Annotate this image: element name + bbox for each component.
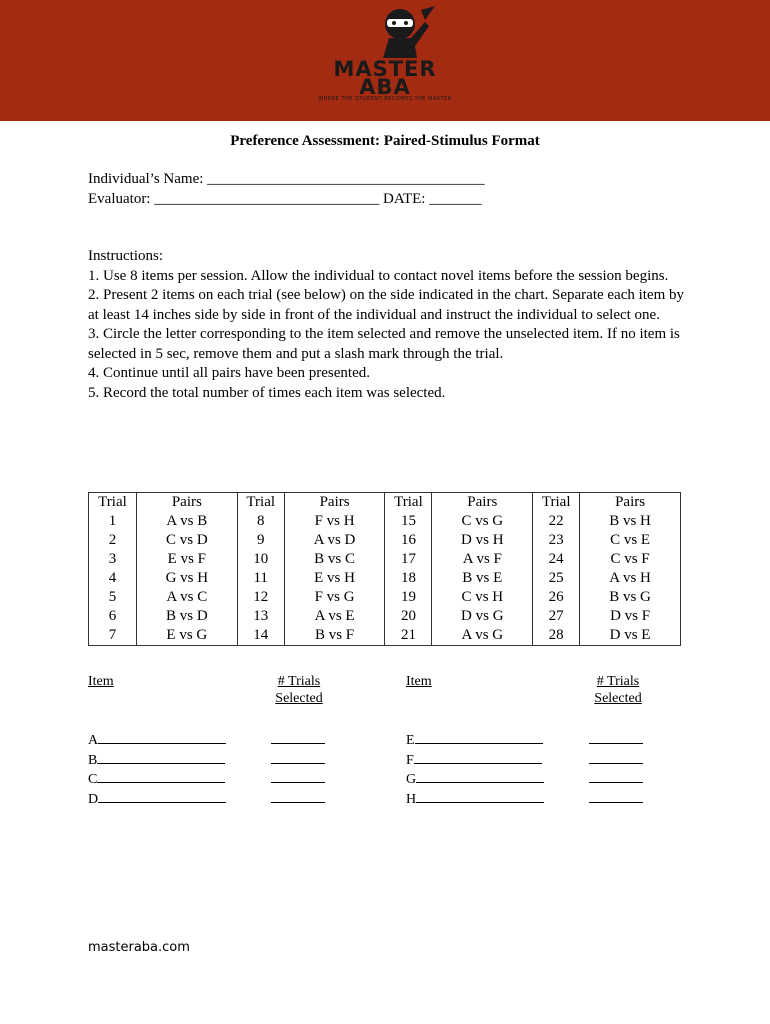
- trials-count-line[interactable]: [589, 771, 643, 788]
- trial-number-cell: 4: [89, 569, 137, 588]
- table-row: [89, 607, 681, 626]
- summary-trials-header-left: [270, 673, 328, 707]
- trials-header-line2: Selected: [275, 691, 323, 706]
- pair-cell[interactable]: A vs F: [432, 550, 533, 569]
- trials-count-line[interactable]: [589, 752, 643, 769]
- trials-count-line[interactable]: [589, 791, 643, 808]
- name-blank[interactable]: _____________________________________: [207, 171, 485, 187]
- trials-count-blank[interactable]: [589, 771, 643, 783]
- table-row: [89, 626, 681, 646]
- trial-number-cell: 25: [533, 569, 580, 588]
- pair-cell[interactable]: A vs G: [432, 626, 533, 646]
- summary-item-line[interactable]: [88, 752, 225, 769]
- trials-count-line[interactable]: [271, 771, 325, 788]
- evaluator-blank[interactable]: ______________________________: [154, 191, 380, 207]
- col-header-pairs: Pairs: [284, 493, 385, 513]
- pair-cell[interactable]: D vs F: [580, 607, 681, 626]
- trial-number-cell: 10: [237, 550, 284, 569]
- col-header-trial: Trial: [237, 493, 284, 513]
- trials-count-blank[interactable]: [271, 732, 325, 744]
- name-label: Individual’s Name:: [88, 171, 204, 187]
- trials-count-line[interactable]: [271, 752, 325, 769]
- summary-item-letter: C: [88, 772, 98, 787]
- pair-cell[interactable]: A vs H: [580, 569, 681, 588]
- col-header-pairs: Pairs: [136, 493, 237, 513]
- pair-cell[interactable]: A vs C: [136, 588, 237, 607]
- instruction-step: 4. Continue until all pairs have been presented.: [88, 365, 371, 381]
- table-row: [89, 569, 681, 588]
- pair-cell[interactable]: F vs G: [284, 588, 385, 607]
- summary-item-header-left: Item: [88, 674, 114, 689]
- trial-number-cell: 11: [237, 569, 284, 588]
- trial-number-cell: 28: [533, 626, 580, 646]
- instructions-heading: Instructions:: [88, 248, 163, 264]
- trials-count-blank[interactable]: [589, 752, 643, 764]
- col-header-trial: Trial: [533, 493, 580, 513]
- trial-number-cell: 15: [385, 512, 432, 531]
- pair-cell[interactable]: C vs D: [136, 531, 237, 550]
- instruction-step: 3. Circle the letter corresponding to the item selected and remove the unselected item. If no item is selected in 5 sec, remove them and put a slash mark through the trial.: [88, 326, 680, 362]
- item-name-blank[interactable]: [97, 771, 225, 783]
- footer-url[interactable]: masteraba.com: [88, 940, 190, 955]
- trials-count-blank[interactable]: [271, 752, 325, 764]
- pair-cell[interactable]: D vs G: [432, 607, 533, 626]
- pair-cell[interactable]: B vs H: [580, 512, 681, 531]
- pair-cell[interactable]: A vs D: [284, 531, 385, 550]
- trial-number-cell: 19: [385, 588, 432, 607]
- trials-count-line[interactable]: [271, 791, 325, 808]
- pair-cell[interactable]: A vs B: [136, 512, 237, 531]
- summary-item-letter: F: [406, 752, 414, 768]
- table-row: [89, 531, 681, 550]
- pair-cell[interactable]: C vs E: [580, 531, 681, 550]
- trial-number-cell: 26: [533, 588, 580, 607]
- trial-number-cell: 23: [533, 531, 580, 550]
- pair-cell[interactable]: D vs H: [432, 531, 533, 550]
- pair-cell[interactable]: C vs G: [432, 512, 533, 531]
- col-header-trial: Trial: [385, 493, 432, 513]
- pair-cell[interactable]: C vs H: [432, 588, 533, 607]
- ninja-icon: [369, 6, 439, 58]
- name-line: [88, 170, 485, 189]
- summary-item-header-right: Item: [406, 674, 432, 689]
- trial-number-cell: 8: [237, 512, 284, 531]
- pair-cell[interactable]: G vs H: [136, 569, 237, 588]
- trial-number-cell: 16: [385, 531, 432, 550]
- summary-item-line[interactable]: [406, 752, 542, 769]
- col-header-pairs: Pairs: [432, 493, 533, 513]
- item-name-blank[interactable]: [97, 752, 225, 764]
- trials-header-line2: Selected: [594, 691, 642, 706]
- trial-number-cell: 14: [237, 626, 284, 646]
- summary-item-line[interactable]: [406, 732, 543, 749]
- trials-count-line[interactable]: [589, 732, 643, 749]
- summary-item-letter: D: [88, 791, 99, 807]
- pair-cell[interactable]: A vs E: [284, 607, 385, 626]
- pair-cell[interactable]: E vs H: [284, 569, 385, 588]
- summary-item-line[interactable]: [406, 771, 544, 788]
- trials-count-blank[interactable]: [589, 791, 643, 803]
- summary-item-letter: G: [406, 772, 417, 787]
- page-title: Preference Assessment: Paired-Stimulus Format: [230, 133, 540, 149]
- pair-cell[interactable]: B vs F: [284, 626, 385, 646]
- summary-item-letter: E: [406, 733, 415, 748]
- item-name-blank[interactable]: [415, 732, 543, 744]
- trial-number-cell: 24: [533, 550, 580, 569]
- evaluator-label: Evaluator:: [88, 191, 151, 207]
- item-name-blank[interactable]: [416, 791, 544, 803]
- instruction-step: 1. Use 8 items per session. Allow the individual to contact novel items before the session begins.: [88, 267, 669, 284]
- item-name-blank[interactable]: [414, 752, 542, 764]
- trials-header-line1: # Trials: [277, 674, 321, 689]
- summary-item-line[interactable]: [88, 791, 226, 808]
- pair-cell[interactable]: B vs C: [284, 550, 385, 569]
- trial-number-cell: 27: [533, 607, 580, 626]
- summary-trials-header-right: [589, 673, 647, 707]
- pair-cell[interactable]: B vs D: [136, 607, 237, 626]
- instructions: [88, 247, 688, 403]
- trials-count-blank[interactable]: [589, 732, 643, 744]
- trials-count-line[interactable]: [271, 732, 325, 749]
- summary-item-letter: A: [88, 733, 99, 748]
- trial-number-cell: 22: [533, 512, 580, 531]
- instruction-step: 5. Record the total number of times each item was selected.: [88, 384, 446, 401]
- table-header-row: [89, 493, 681, 513]
- logo-word-aba: ABA: [359, 75, 411, 99]
- date-blank[interactable]: _______: [429, 191, 482, 207]
- trial-number-cell: 7: [89, 626, 137, 646]
- trials-header-line1: # Trials: [596, 674, 640, 689]
- summary-item-line[interactable]: [406, 791, 544, 808]
- pair-cell[interactable]: F vs H: [284, 512, 385, 531]
- trial-number-cell: 20: [385, 607, 432, 626]
- logo-tagline: WHERE THE STUDENT BECOMES THE MASTER: [318, 96, 452, 102]
- trial-number-cell: 3: [89, 550, 137, 569]
- summary-item-letter: H: [406, 791, 417, 807]
- pair-cell[interactable]: B vs E: [432, 569, 533, 588]
- pair-cell[interactable]: D vs E: [580, 626, 681, 646]
- trial-number-cell: 1: [89, 512, 137, 531]
- trials-count-blank[interactable]: [271, 791, 325, 803]
- trial-number-cell: 21: [385, 626, 432, 646]
- pair-cell[interactable]: E vs F: [136, 550, 237, 569]
- col-header-pairs: Pairs: [580, 493, 681, 513]
- summary-item-letter: B: [88, 752, 98, 768]
- col-header-trial: Trial: [89, 493, 137, 513]
- item-name-blank[interactable]: [98, 732, 226, 744]
- trials-count-blank[interactable]: [271, 771, 325, 783]
- trial-number-cell: 9: [237, 531, 284, 550]
- table-row: [89, 588, 681, 607]
- pair-cell[interactable]: B vs G: [580, 588, 681, 607]
- logo-word-master: MASTER: [333, 57, 437, 81]
- instruction-step: 2. Present 2 items on each trial (see below) on the side indicated in the chart. Separate each item by at least 14 inches side by side in front of the individual and instruct the individual to select one.: [88, 287, 685, 323]
- trial-number-cell: 6: [89, 607, 137, 626]
- trial-number-cell: 2: [89, 531, 137, 550]
- pair-cell[interactable]: C vs F: [580, 550, 681, 569]
- trial-number-cell: 12: [237, 588, 284, 607]
- summary-item-line[interactable]: [88, 771, 225, 788]
- table-row: [89, 550, 681, 569]
- trial-number-cell: 5: [89, 588, 137, 607]
- trial-number-cell: 17: [385, 550, 432, 569]
- summary-item-line[interactable]: [88, 732, 226, 749]
- pair-cell[interactable]: E vs G: [136, 626, 237, 646]
- item-name-blank[interactable]: [98, 791, 226, 803]
- item-name-blank[interactable]: [416, 771, 544, 783]
- trial-number-cell: 18: [385, 569, 432, 588]
- date-label: DATE:: [382, 191, 426, 207]
- table-row: [89, 512, 681, 531]
- trials-table: [88, 492, 681, 646]
- trial-number-cell: 13: [237, 607, 284, 626]
- evaluator-line: [88, 190, 482, 209]
